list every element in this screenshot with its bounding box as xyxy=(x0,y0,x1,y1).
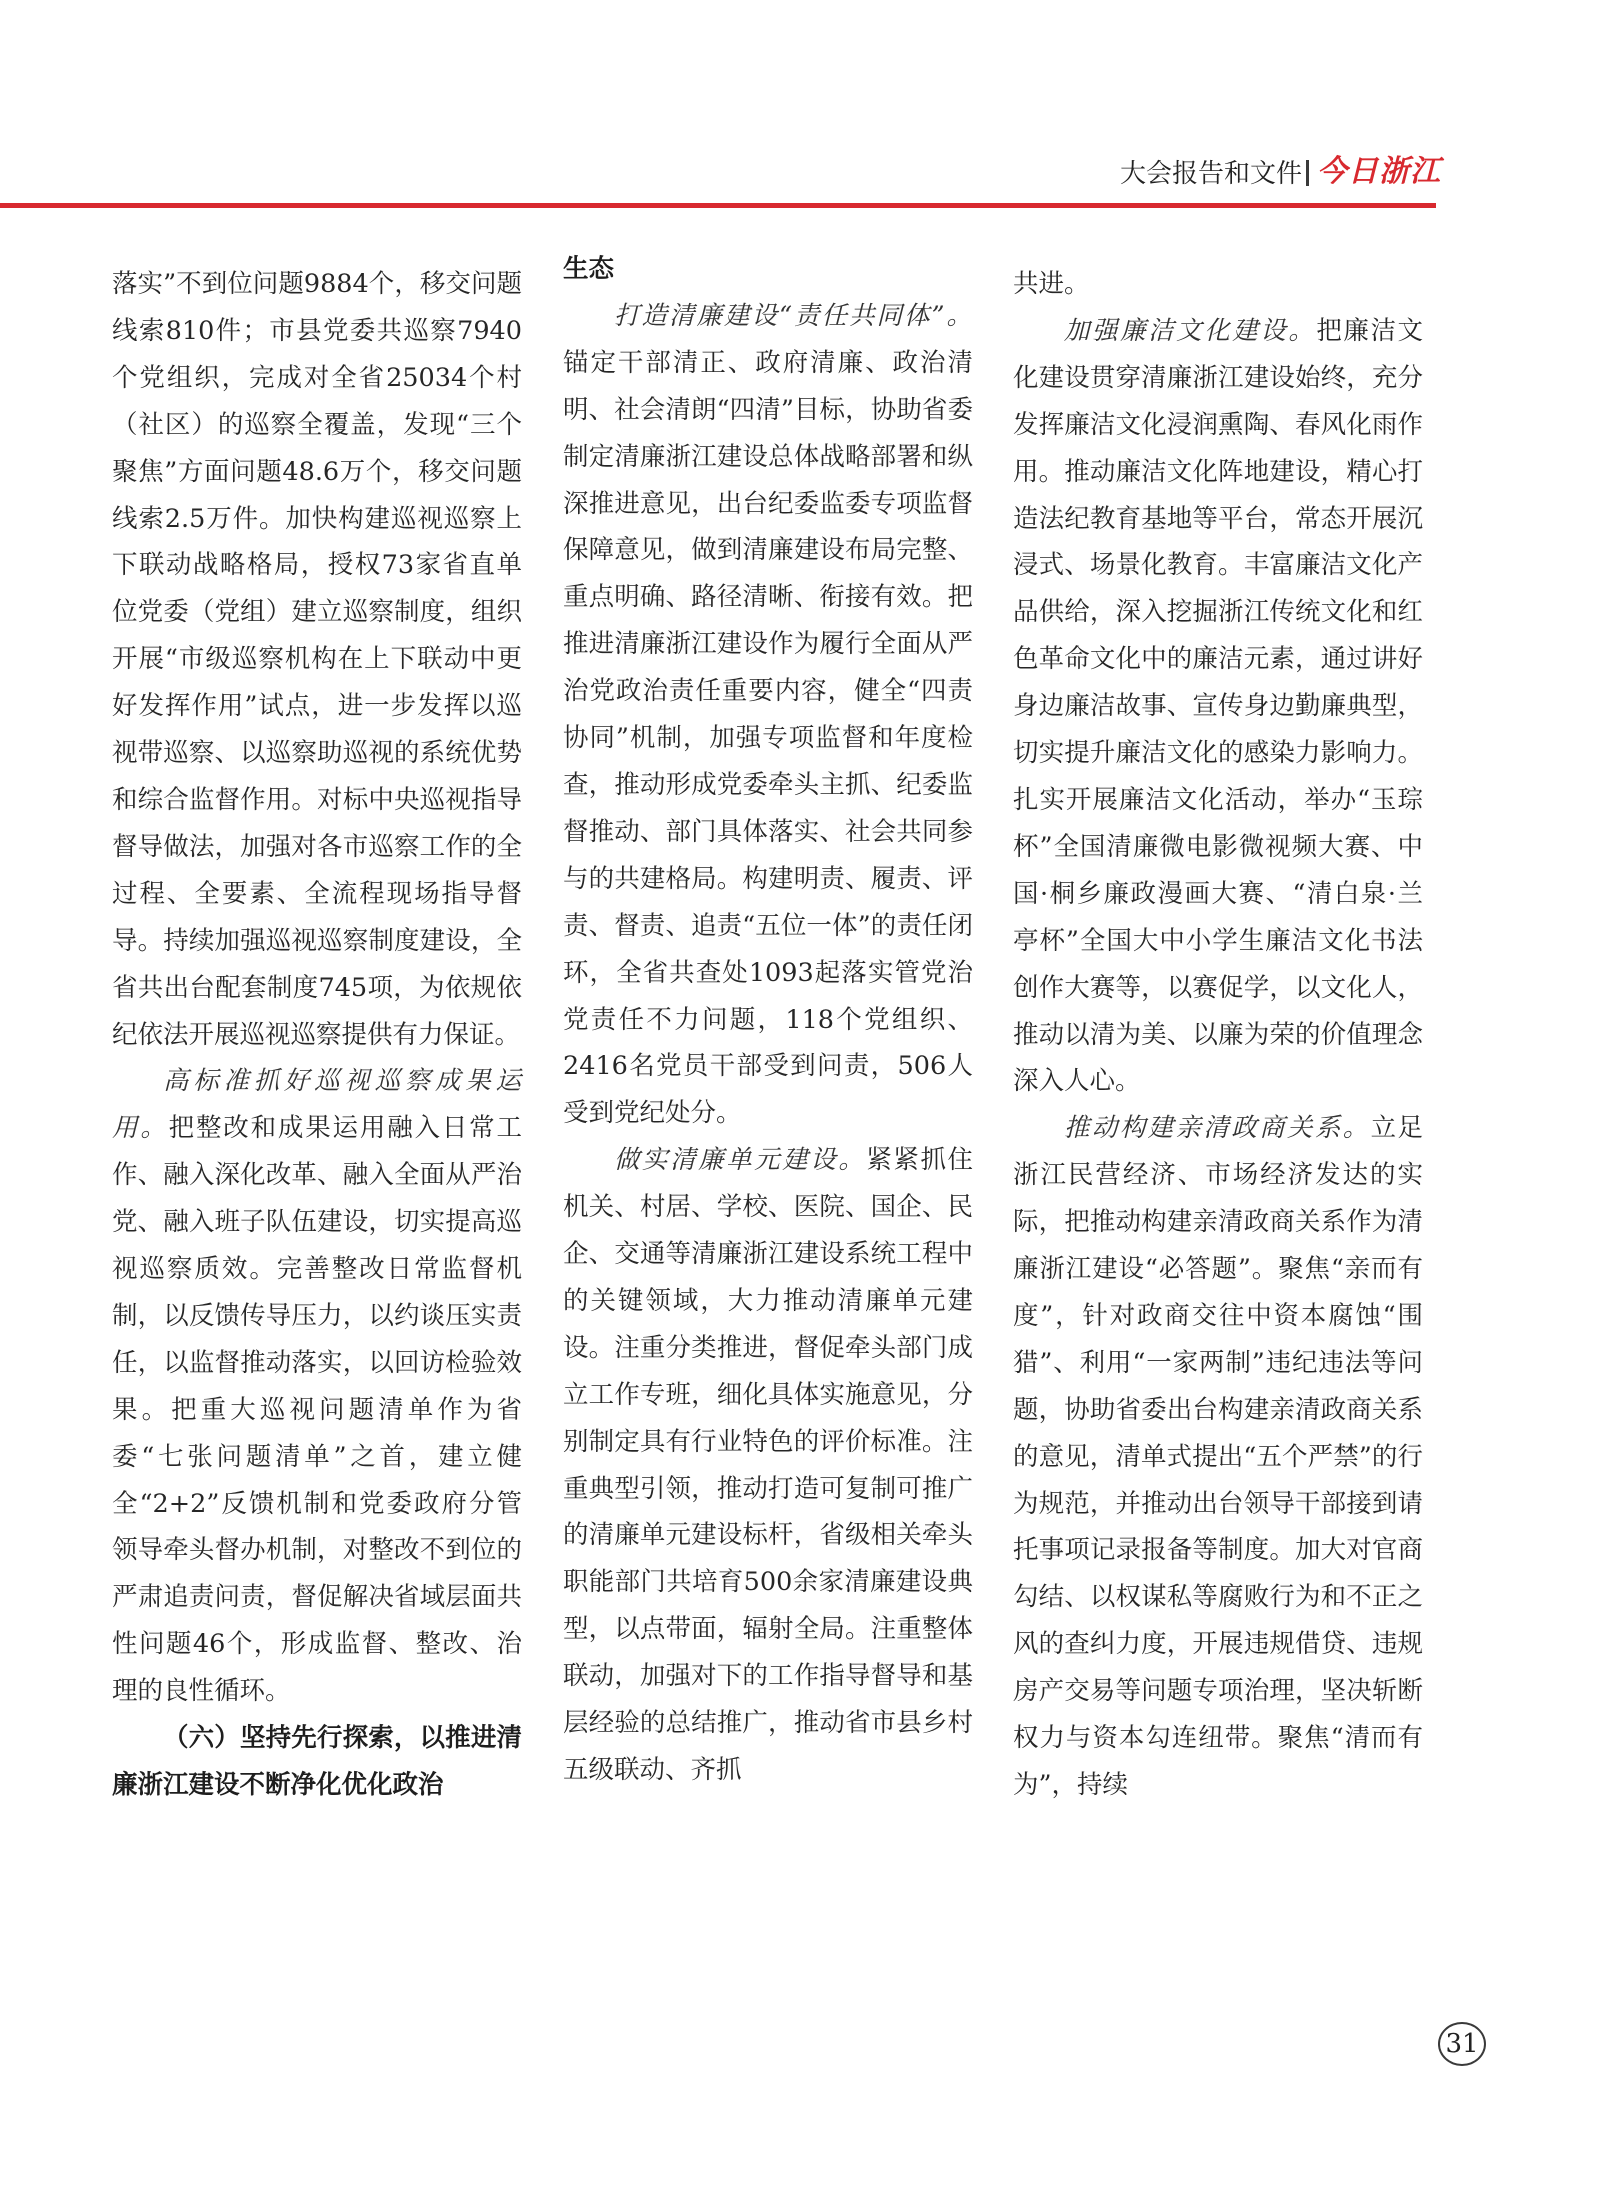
header-divider xyxy=(1306,160,1309,186)
section-label: 大会报告和文件 xyxy=(1119,159,1302,189)
paragraph xyxy=(563,293,973,1137)
paragraph-body: 紧紧抓住机关、村居、学校、医院、国企、民企、交通等清廉浙江建设系统工程中的关键领域，大力推动清廉单元建设。注重分类推进，督促牵头部门成立工作专班，细化具体实施意见，分别制定具有行业特色的评价标准。注重典型引领，推动打造可复制可推广的清廉单元建设标杆，省级相关牵头职能部门共培育500余家清廉建设典型，以点带面，辐射全局。注重整体联动，加强对下的工作指导督导和基层经验的总结推广，推动省市县乡村五级联动、齐抓 xyxy=(563,1145,973,1785)
paragraph xyxy=(112,1058,522,1715)
column-2 xyxy=(563,254,973,1794)
paragraph: 共进。 xyxy=(1013,269,1090,299)
paragraph-lead: 加强廉洁文化建设。 xyxy=(1064,315,1317,346)
magazine-logo: 今日浙江 xyxy=(1317,154,1441,189)
paragraph-body: 把廉洁文化建设贯穿清廉浙江建设始终，充分发挥廉洁文化浸润熏陶、春风化雨作用。推动廉洁文化阵地建设，精心打造法纪教育基地等平台，常态开展沉浸式、场景化教育。丰富廉洁文化产品供给，深入挖掘浙江传统文化和红色革命文化中的廉洁元素，通过讲好身边廉洁故事、宣传身边勤廉典型，切实提升廉洁文化的感染力影响力。扎实开展廉洁文化活动，举办“玉琮杯”全国清廉微电影微视频大赛、中国·桐乡廉政漫画大赛、“清白泉·兰亭杯”全国大中小学生廉洁文化书法创作大赛等，以赛促学，以文化人，推动以清为美、以廉为荣的价值理念深入人心。 xyxy=(1013,315,1423,1097)
paragraph-lead: 推动构建亲清政商关系。 xyxy=(1064,1113,1371,1144)
paragraph-body: 立足浙江民营经济、市场经济发达的实际，把推动构建亲清政商关系作为清廉浙江建设“必答题”。聚焦“亲而有度”，针对政商交往中资本腐蚀“围猎”、利用“一家两制”违纪违法等问题，协助省委出台构建亲清政商关系的意见，清单式提出“五个严禁”的行为规范，并推动出台领导干部接到请托事项记录报备等制度。加大对官商勾结、以权谋私等腐败行为和不正之风的查纠力度，开展违规借贷、违规房产交易等问题专项治理，坚决斩断权力与资本勾连纽带。聚焦“清而有为”，持续 xyxy=(1013,1113,1423,1800)
column-1 xyxy=(112,261,522,1809)
paragraph-lead: 做实清廉单元建设。 xyxy=(614,1145,867,1176)
section-heading: （六）坚持先行探索，以推进清廉浙江建设不断净化优化政治 xyxy=(112,1723,522,1800)
page-number: 31 xyxy=(1438,2022,1486,2066)
paragraph: 落实”不到位问题9884个，移交问题线索810件；市县党委共巡察7940个党组织，完成对全省25034个村（社区）的巡察全覆盖，发现“三个聚焦”方面问题48.6万个，移交问题线索2.5万件。加快构建巡视巡察上下联动战略格局，授权73家省直单位党委（党组）建立巡察制度，组织开展“市级巡察机构在上下联动中更好发挥作用”试点，进一步发挥以巡视带巡察、以巡察助巡视的系统优势和综合监督作用。对标中央巡视指导督导做法，加强对各市巡察工作的全过程、全要素、全流程现场指导督导。持续加强巡视巡察制度建设，全省共出台配套制度745项，为依规依纪依法开展巡视巡察提供有力保证。 xyxy=(112,269,522,1050)
paragraph xyxy=(1013,308,1423,1105)
paragraph xyxy=(1013,1105,1423,1809)
paragraph-lead: 高标准抓好巡视巡察成果运用。 xyxy=(112,1066,522,1144)
paragraph xyxy=(563,1137,973,1794)
paragraph-lead: 打造清廉建设“责任共同体”。 xyxy=(614,300,973,331)
column-3 xyxy=(1013,261,1423,1809)
paragraph-body: 把整改和成果运用融入日常工作、融入深化改革、融入全面从严治党、融入班子队伍建设，切实提高巡视巡察质效。完善整改日常监督机制，以反馈传导压力，以约谈压实责任，以监督推动落实，以回访检验效果。把重大巡视问题清单作为省委“七张问题清单”之首，建立健全“2+2”反馈机制和党委政府分管领导牵头督办机制，对整改不到位的严肃追责问责，督促解决省域层面共性问题46个，形成监督、整改、治理的良性循环。 xyxy=(112,1113,522,1707)
section-heading-continued: 生态 xyxy=(563,254,615,284)
header-rule xyxy=(0,203,1436,208)
paragraph-body: 锚定干部清正、政府清廉、政治清明、社会清朗“四清”目标，协助省委制定清廉浙江建设总体战略部署和纵深推进意见，出台纪委监委专项监督保障意见，做到清廉建设布局完整、重点明确、路径清晰、衔接有效。把推进清廉浙江建设作为履行全面从严治党政治责任重要内容，健全“四责协同”机制，加强专项监督和年度检查，推动形成党委牵头主抓、纪委监督推动、部门具体落实、社会共同参与的共建格局。构建明责、履责、评责、督责、追责“五位一体”的责任闭环，全省共查处1093起落实管党治党责任不力问题，118个党组织、2416名党员干部受到问责，506人受到党纪处分。 xyxy=(563,347,973,1129)
